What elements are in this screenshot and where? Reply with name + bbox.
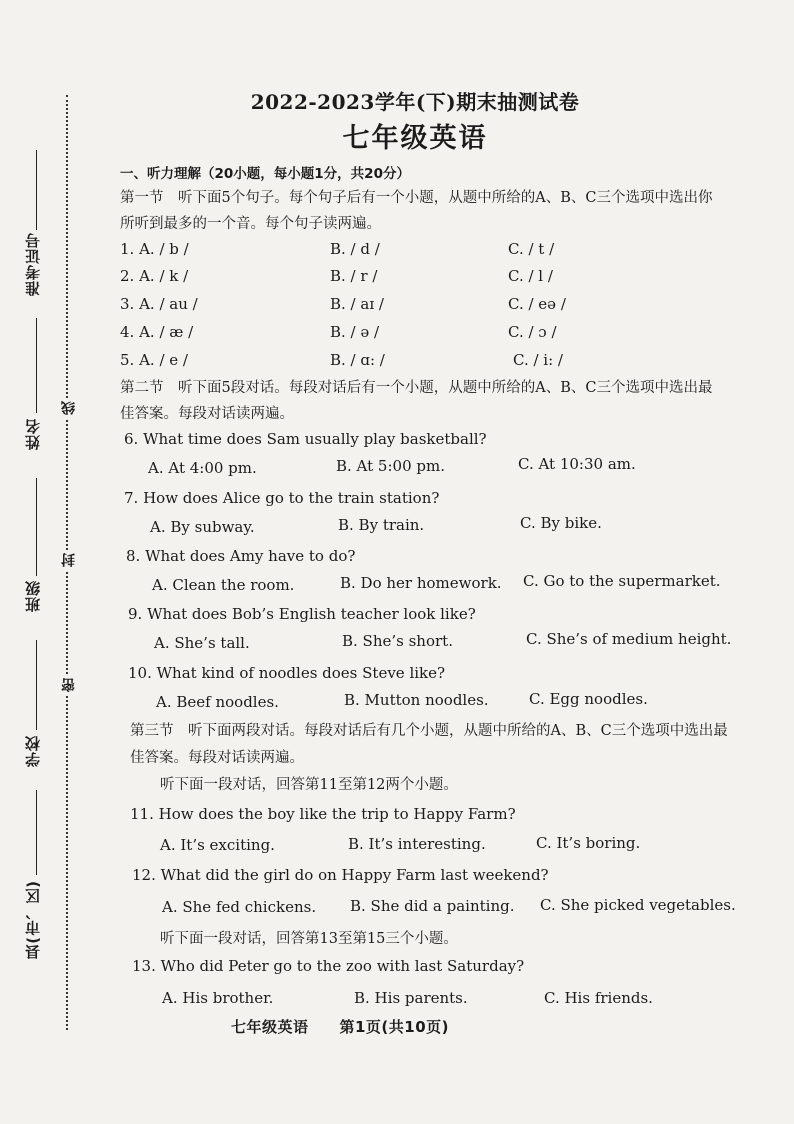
- q6-option-b: B. At 5:00 pm.: [336, 457, 445, 475]
- seal-mark-secret: 密: [59, 675, 79, 695]
- q12-option-b: B. She did a painting.: [350, 897, 515, 915]
- seal-mark-seal: 封: [59, 550, 79, 570]
- seal-mark-line: 线: [59, 398, 79, 418]
- field-label-name: 姓名: [24, 418, 42, 450]
- field-label-class: 班级: [24, 580, 42, 612]
- section1-instruction-line2: 所听到最多的一个音。每个句子读两遍。: [120, 216, 381, 232]
- field-label-school: 学校: [24, 735, 42, 767]
- question-11: 11. How does the boy like the trip to Happy Farm?: [130, 805, 516, 823]
- binding-margin: [0, 0, 100, 1124]
- page-footer: 七年级英语 第1页(共10页): [230, 1018, 450, 1036]
- item4-option-b: B. / ə /: [330, 323, 380, 341]
- q10-option-a: A. Beef noodles.: [156, 693, 279, 711]
- field-line-name: [36, 318, 37, 413]
- field-line-exam-number: [36, 150, 37, 230]
- question-7: 7. How does Alice go to the train station?: [124, 489, 440, 507]
- item2-option-c: C. / l /: [508, 267, 553, 285]
- exam-subject-title: 七年级英语: [342, 123, 488, 154]
- item2-option-b: B. / r /: [330, 267, 378, 285]
- item3-option-a: 3. A. / au /: [120, 295, 198, 313]
- item1-option-a: 1. A. / b /: [120, 240, 189, 258]
- q11-option-a: A. It’s exciting.: [160, 836, 275, 854]
- q6-option-a: A. At 4:00 pm.: [148, 459, 257, 477]
- q9-option-c: C. She’s of medium height.: [526, 630, 732, 648]
- q8-option-c: C. Go to the supermarket.: [523, 572, 721, 590]
- q13-option-b: B. His parents.: [354, 989, 468, 1007]
- q13-option-c: C. His friends.: [544, 989, 653, 1007]
- item3-option-c: C. / eə /: [508, 295, 566, 313]
- q6-option-c: C. At 10:30 am.: [518, 455, 636, 473]
- field-line-county: [36, 790, 37, 875]
- field-line-school: [36, 640, 37, 730]
- question-6: 6. What time does Sam usually play basketball?: [124, 430, 487, 448]
- item5-option-c: C. / i: /: [513, 351, 563, 369]
- q9-option-a: A. She’s tall.: [154, 634, 250, 652]
- question-8: 8. What does Amy have to do?: [126, 547, 356, 565]
- q7-option-c: C. By bike.: [520, 514, 602, 532]
- dialog2-note: 听下面一段对话，回答第13至第15三个小题。: [160, 931, 458, 947]
- q11-option-c: C. It’s boring.: [536, 834, 641, 852]
- q8-option-b: B. Do her homework.: [340, 574, 502, 592]
- q7-option-b: B. By train.: [338, 516, 425, 534]
- section2-instruction-line1: 第二节 听下面5段对话。每段对话后有一个小题，从题中所给的A、B、C三个选项中选出最: [120, 380, 713, 396]
- field-label-county: 县(市、区): [24, 880, 42, 960]
- q8-option-a: A. Clean the room.: [152, 576, 295, 594]
- q9-option-b: B. She’s short.: [342, 632, 453, 650]
- item4-option-c: C. / ɔ /: [508, 323, 557, 341]
- field-label-exam-number: 准考证号: [24, 232, 42, 296]
- question-10: 10. What kind of noodles does Steve like?: [128, 664, 446, 682]
- q7-option-a: A. By subway.: [150, 518, 255, 536]
- part1-heading: 一、听力理解（20小题，每小题1分，共20分）: [120, 166, 410, 182]
- q10-option-c: C. Egg noodles.: [529, 690, 648, 708]
- dialog1-note: 听下面一段对话，回答第11至第12两个小题。: [160, 777, 458, 793]
- item3-option-b: B. / aɪ /: [330, 295, 384, 313]
- field-line-class: [36, 478, 37, 576]
- q13-option-a: A. His brother.: [162, 989, 274, 1007]
- question-12: 12. What did the girl do on Happy Farm last weekend?: [132, 866, 549, 884]
- q12-option-c: C. She picked vegetables.: [540, 896, 736, 914]
- item5-option-b: B. / ɑ: /: [330, 351, 385, 369]
- question-13: 13. Who did Peter go to the zoo with last Saturday?: [132, 957, 525, 975]
- exam-year-title: 2022-2023学年(下)期末抽测试卷: [250, 90, 580, 114]
- q11-option-b: B. It’s interesting.: [348, 835, 486, 853]
- item1-option-c: C. / t /: [508, 240, 555, 258]
- q10-option-b: B. Mutton noodles.: [344, 691, 489, 709]
- section1-instruction-line1: 第一节 听下面5个句子。每个句子后有一个小题，从题中所给的A、B、C三个选项中选出你: [120, 190, 713, 206]
- section3-instruction-line2: 佳答案。每段对话读两遍。: [130, 750, 304, 766]
- section2-instruction-line2: 佳答案。每段对话读两遍。: [120, 406, 294, 422]
- section3-instruction-line1: 第三节 听下面两段对话。每段对话后有几个小题，从题中所给的A、B、C三个选项中选出最: [130, 723, 728, 739]
- item1-option-b: B. / d /: [330, 240, 380, 258]
- q12-option-a: A. She fed chickens.: [162, 898, 317, 916]
- question-9: 9. What does Bob’s English teacher look like?: [128, 605, 476, 623]
- item5-option-a: 5. A. / e /: [120, 351, 188, 369]
- item2-option-a: 2. A. / k /: [120, 267, 189, 285]
- item4-option-a: 4. A. / æ /: [120, 323, 194, 341]
